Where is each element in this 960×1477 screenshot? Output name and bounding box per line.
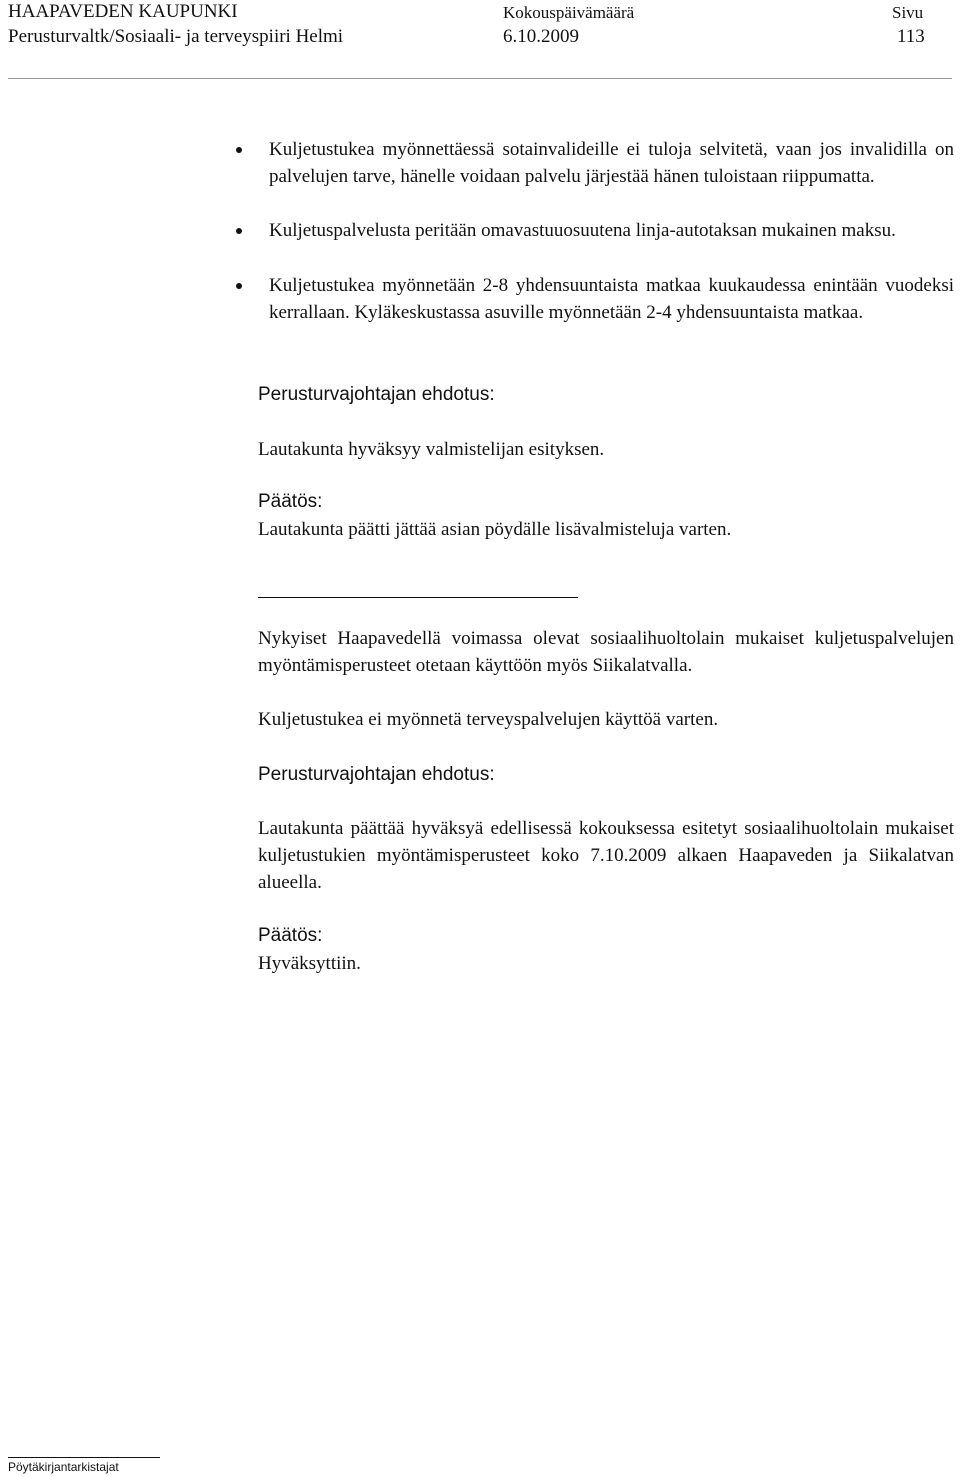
footer-label: Pöytäkirjantarkistajat	[8, 1460, 119, 1474]
decision-text: Lautakunta päätti jättää asian pöydälle lisävalmisteluja varten.	[258, 519, 732, 540]
header-divider	[8, 78, 952, 79]
bullet-icon	[236, 228, 242, 234]
bullet-icon	[236, 147, 242, 153]
bullet-icon	[236, 283, 242, 289]
page-label: Sivu	[892, 3, 924, 22]
paragraph: Nykyiset Haapavedellä voimassa olevat sosiaalihuoltolain mukaiset kuljetuspalvelujen myöntämisperusteet otetaan käyttöön myös Siikalatvalla.	[258, 628, 954, 676]
bullet-item	[236, 136, 954, 190]
bullet-item	[236, 272, 954, 326]
signature-line	[8, 1457, 160, 1458]
bullet-item	[236, 217, 954, 244]
section-separator	[258, 597, 578, 598]
bullet-text: Kuljetustukea myönnettäessä sotainvalideille ei tuloja selvitetä, vaan jos invalidilla on palvelujen tarve, hänelle voidaan palvelu järjestää hänen tuloistaan riippumatta.	[269, 139, 954, 187]
proposal-text: Lautakunta hyväksyy valmistelijan esityksen.	[258, 439, 605, 460]
meeting-date-label: Kokouspäivämäärä	[503, 3, 635, 22]
proposal-heading: Perusturvajohtajan ehdotus:	[258, 384, 495, 405]
bullet-text: Kuljetustukea myönnetään 2-8 yhdensuuntaista matkaa kuukaudessa enintään vuodeksi kerrallaan. Kyläkeskustassa asuville myönnetään 2-4 yhdensuuntaista matkaa.	[269, 275, 954, 323]
proposal-heading: Perusturvajohtajan ehdotus:	[258, 764, 495, 785]
decision-heading: Päätös:	[258, 925, 323, 946]
organization-name: HAAPAVEDEN KAUPUNKI	[8, 1, 238, 22]
decision-text: Hyväksyttiin.	[258, 953, 361, 974]
page-number: 113	[897, 26, 925, 47]
proposal-text: Lautakunta päättää hyväksyä edellisessä kokouksessa esitetyt sosiaalihuoltolain mukaiset kuljetustukien myöntämisperusteet koko 7.10.2009 alkaen Haapaveden ja Siikalatvan alueella.	[258, 818, 954, 893]
meeting-date: 6.10.2009	[503, 26, 579, 47]
committee-name: Perusturvaltk/Sosiaali- ja terveyspiiri Helmi	[8, 26, 344, 47]
bullet-text: Kuljetuspalvelusta peritään omavastuuosuutena linja-autotaksan mukainen maksu.	[269, 220, 896, 241]
paragraph: Kuljetustukea ei myönnetä terveyspalvelujen käyttöä varten.	[258, 709, 719, 730]
decision-heading: Päätös:	[258, 491, 323, 512]
